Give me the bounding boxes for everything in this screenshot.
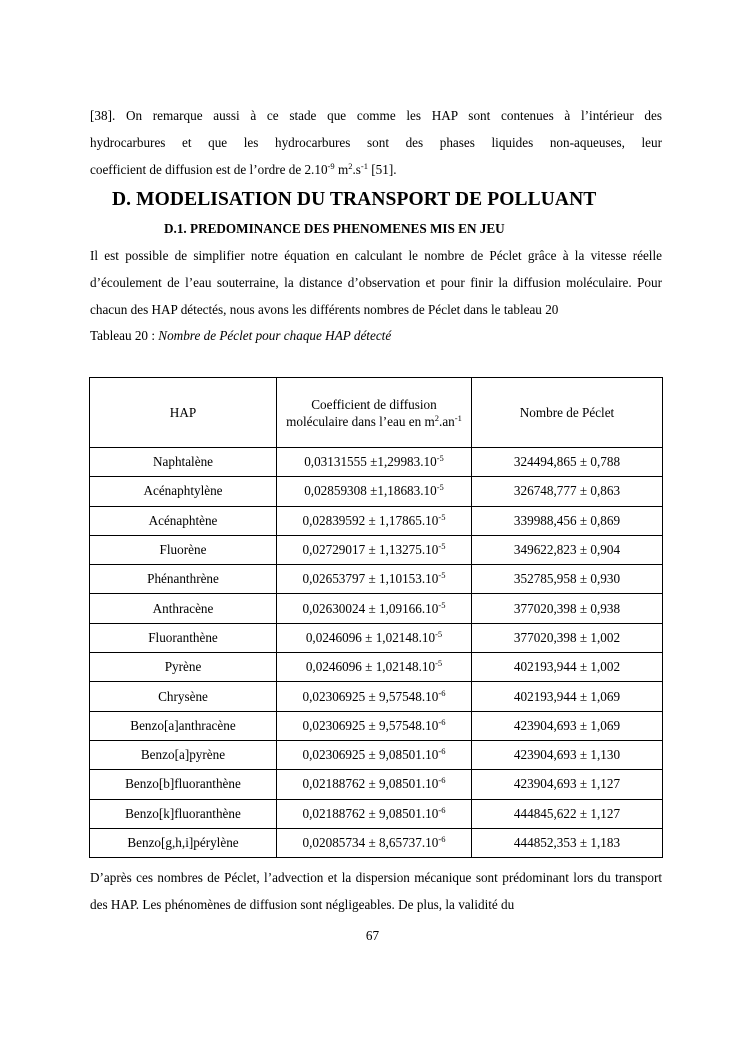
cell-coefficient-value: 0,02653797 ± 1,10153.10: [302, 571, 439, 587]
cell-hap: Benzo[a]anthracène: [90, 711, 277, 740]
cell-coefficient-value: 0,02729017 ± 1,13275.10: [302, 542, 439, 558]
exponent: -5: [438, 541, 446, 552]
intro-line-2: hydrocarbures et que les hydrocarbures sont des phases liquides non-aqueuses, leur: [90, 135, 662, 150]
section-title: D. MODELISATION DU TRANSPORT DE POLLUANT: [112, 189, 597, 210]
intro-line-3: [90, 162, 397, 177]
header-coefficient-text: Coefficient de diffusion moléculaire dans l’eau en m: [286, 396, 437, 429]
exponent: -6: [438, 804, 446, 815]
cell-coefficient-value: 0,0246096 ± 1,02148.10: [305, 659, 436, 675]
cell-coefficient-value: 0,02306925 ± 9,57548.10: [302, 717, 439, 733]
cell-peclet: 423904,693 ± 1,127: [472, 770, 663, 799]
exponent: -9: [327, 161, 335, 171]
cell-coefficient: [277, 799, 472, 828]
cell-coefficient-value: 0,02859308 ±1,18683.10: [304, 483, 437, 499]
cell-peclet: 444852,353 ± 1,183: [472, 828, 663, 857]
caption-title: Nombre de Péclet pour chaque HAP détecté: [158, 328, 392, 343]
table-row: [90, 506, 663, 535]
table-row: [90, 623, 663, 652]
cell-hap: Benzo[b]fluoranthène: [90, 770, 277, 799]
cell-peclet: 423904,693 ± 1,069: [472, 711, 663, 740]
table-row: [90, 799, 663, 828]
exponent: 2: [348, 161, 353, 171]
exponent: -6: [438, 775, 446, 786]
cell-peclet: 339988,456 ± 0,869: [472, 506, 663, 535]
cell-peclet: 402193,944 ± 1,069: [472, 682, 663, 711]
header-coefficient: [277, 378, 472, 448]
cell-coefficient-value: 0,02188762 ± 9,08501.10: [302, 805, 439, 821]
table-row: [90, 682, 663, 711]
cell-hap: Fluoranthène: [90, 623, 277, 652]
intro-paragraph: [90, 102, 662, 183]
cell-coefficient: [277, 682, 472, 711]
cell-coefficient-value: 0,03131555 ±1,29983.10: [304, 454, 437, 470]
exponent: -5: [435, 628, 443, 639]
cell-coefficient: [277, 594, 472, 623]
table-body: [90, 448, 663, 858]
cell-hap: Benzo[k]fluoranthène: [90, 799, 277, 828]
cell-coefficient-value: 0,02085734 ± 8,65737.10: [302, 835, 439, 850]
cell-coefficient: [277, 565, 472, 594]
table-row: [90, 711, 663, 740]
cell-coefficient-value: 0,0246096 ± 1,02148.10: [305, 629, 436, 645]
exponent: -5: [435, 658, 443, 669]
after-table: [90, 864, 662, 918]
unit-m: m: [334, 162, 349, 177]
table-row: [90, 653, 663, 682]
cell-coefficient: [277, 711, 472, 740]
cell-coefficient: [277, 828, 472, 857]
exponent: -6: [438, 746, 446, 757]
body-paragraph: Il est possible de simplifier notre équation en calculant le nombre de Péclet grâce à la vitesse réelle d’écoulement de l’eau souterraine, la distance d’observation et pour finir la diffusion moléculaire. Pour chacun des HAP détectés, nous avons les différents nombres de Péclet dans le tableau 20: [90, 248, 662, 317]
cell-hap: Chrysène: [90, 682, 277, 711]
cell-hap: Fluorène: [90, 535, 277, 564]
table-row: [90, 594, 663, 623]
page-content: [90, 102, 662, 348]
page-number: 67: [365, 928, 380, 943]
cell-coefficient-value: 0,02306925 ± 9,57548.10: [302, 688, 439, 704]
cell-peclet: 324494,865 ± 0,788: [472, 448, 663, 477]
cell-coefficient: [277, 653, 472, 682]
exponent: -1: [454, 412, 462, 423]
cell-coefficient-value: 0,02306925 ± 9,08501.10: [302, 747, 439, 763]
header-hap: HAP: [90, 378, 277, 448]
table-header-row: [90, 378, 663, 448]
cell-coefficient-value: 0,02839592 ± 1,17865.10: [302, 512, 439, 528]
header-coefficient-unit: .an: [439, 413, 455, 429]
conclusion-paragraph: D’après ces nombres de Péclet, l’advection et la dispersion mécanique sont prédominant lors du transport des HAP. Les phénomènes de diffusion sont négligeables. De plus, la validité du: [90, 870, 662, 912]
exponent: -6: [438, 716, 446, 727]
intro-line-3-text: coefficient de diffusion est de l’ordre de 2.10: [90, 162, 328, 177]
peclet-table: [89, 377, 663, 858]
cell-coefficient: [277, 506, 472, 535]
exponent: -6: [438, 687, 446, 698]
caption-label: Tableau 20 :: [90, 328, 159, 343]
table-row: [90, 448, 663, 477]
table-caption: [90, 323, 662, 348]
unit-s: .s: [352, 162, 361, 177]
intro-line-1: [38]. On remarque aussi à ce stade que comme les HAP sont contenues à l’intérieur des: [90, 108, 662, 123]
cell-hap: Naphtalène: [90, 448, 277, 477]
cell-peclet: 444845,622 ± 1,127: [472, 799, 663, 828]
cell-peclet: 377020,398 ± 1,002: [472, 623, 663, 652]
cell-peclet: 349622,823 ± 0,904: [472, 535, 663, 564]
cell-coefficient: [277, 535, 472, 564]
cell-peclet: 377020,398 ± 0,938: [472, 594, 663, 623]
exponent: -5: [438, 511, 446, 522]
cell-peclet: 423904,693 ± 1,130: [472, 740, 663, 769]
header-peclet: Nombre de Péclet: [472, 378, 663, 448]
exponent: -5: [438, 570, 446, 581]
cell-peclet: 326748,777 ± 0,863: [472, 477, 663, 506]
cell-hap: Acénaphtylène: [90, 477, 277, 506]
cell-hap: Pyrène: [90, 653, 277, 682]
cell-peclet: 402193,944 ± 1,002: [472, 653, 663, 682]
subsection-title: D.1. PREDOMINANCE DES PHENOMENES MIS EN JEU: [164, 221, 505, 236]
cell-coefficient: [277, 770, 472, 799]
cell-coefficient: [277, 477, 472, 506]
table-row: [90, 565, 663, 594]
exponent: -5: [436, 482, 444, 493]
exponent: 2: [434, 412, 440, 423]
table-row: [90, 770, 663, 799]
cell-hap: Benzo[a]pyrène: [90, 740, 277, 769]
cell-hap: Anthracène: [90, 594, 277, 623]
cell-coefficient: [277, 448, 472, 477]
cell-coefficient: [277, 623, 472, 652]
cell-coefficient: [277, 740, 472, 769]
cell-coefficient-value: 0,02188762 ± 9,08501.10: [302, 776, 439, 792]
table-row: [90, 477, 663, 506]
cell-hap: Benzo[g,h,i]pérylène: [90, 828, 277, 857]
cell-coefficient-value: 0,02630024 ± 1,09166.10: [302, 600, 439, 616]
citation: [51].: [367, 162, 397, 177]
table-row: [90, 828, 663, 857]
table-row: [90, 740, 663, 769]
exponent: -6: [438, 834, 446, 844]
cell-peclet: 352785,958 ± 0,930: [472, 565, 663, 594]
cell-hap: Acénaphtène: [90, 506, 277, 535]
exponent: -5: [438, 599, 446, 610]
cell-hap: Phénanthrène: [90, 565, 277, 594]
exponent: -5: [436, 453, 444, 464]
table-row: [90, 535, 663, 564]
exponent: -1: [360, 161, 368, 171]
